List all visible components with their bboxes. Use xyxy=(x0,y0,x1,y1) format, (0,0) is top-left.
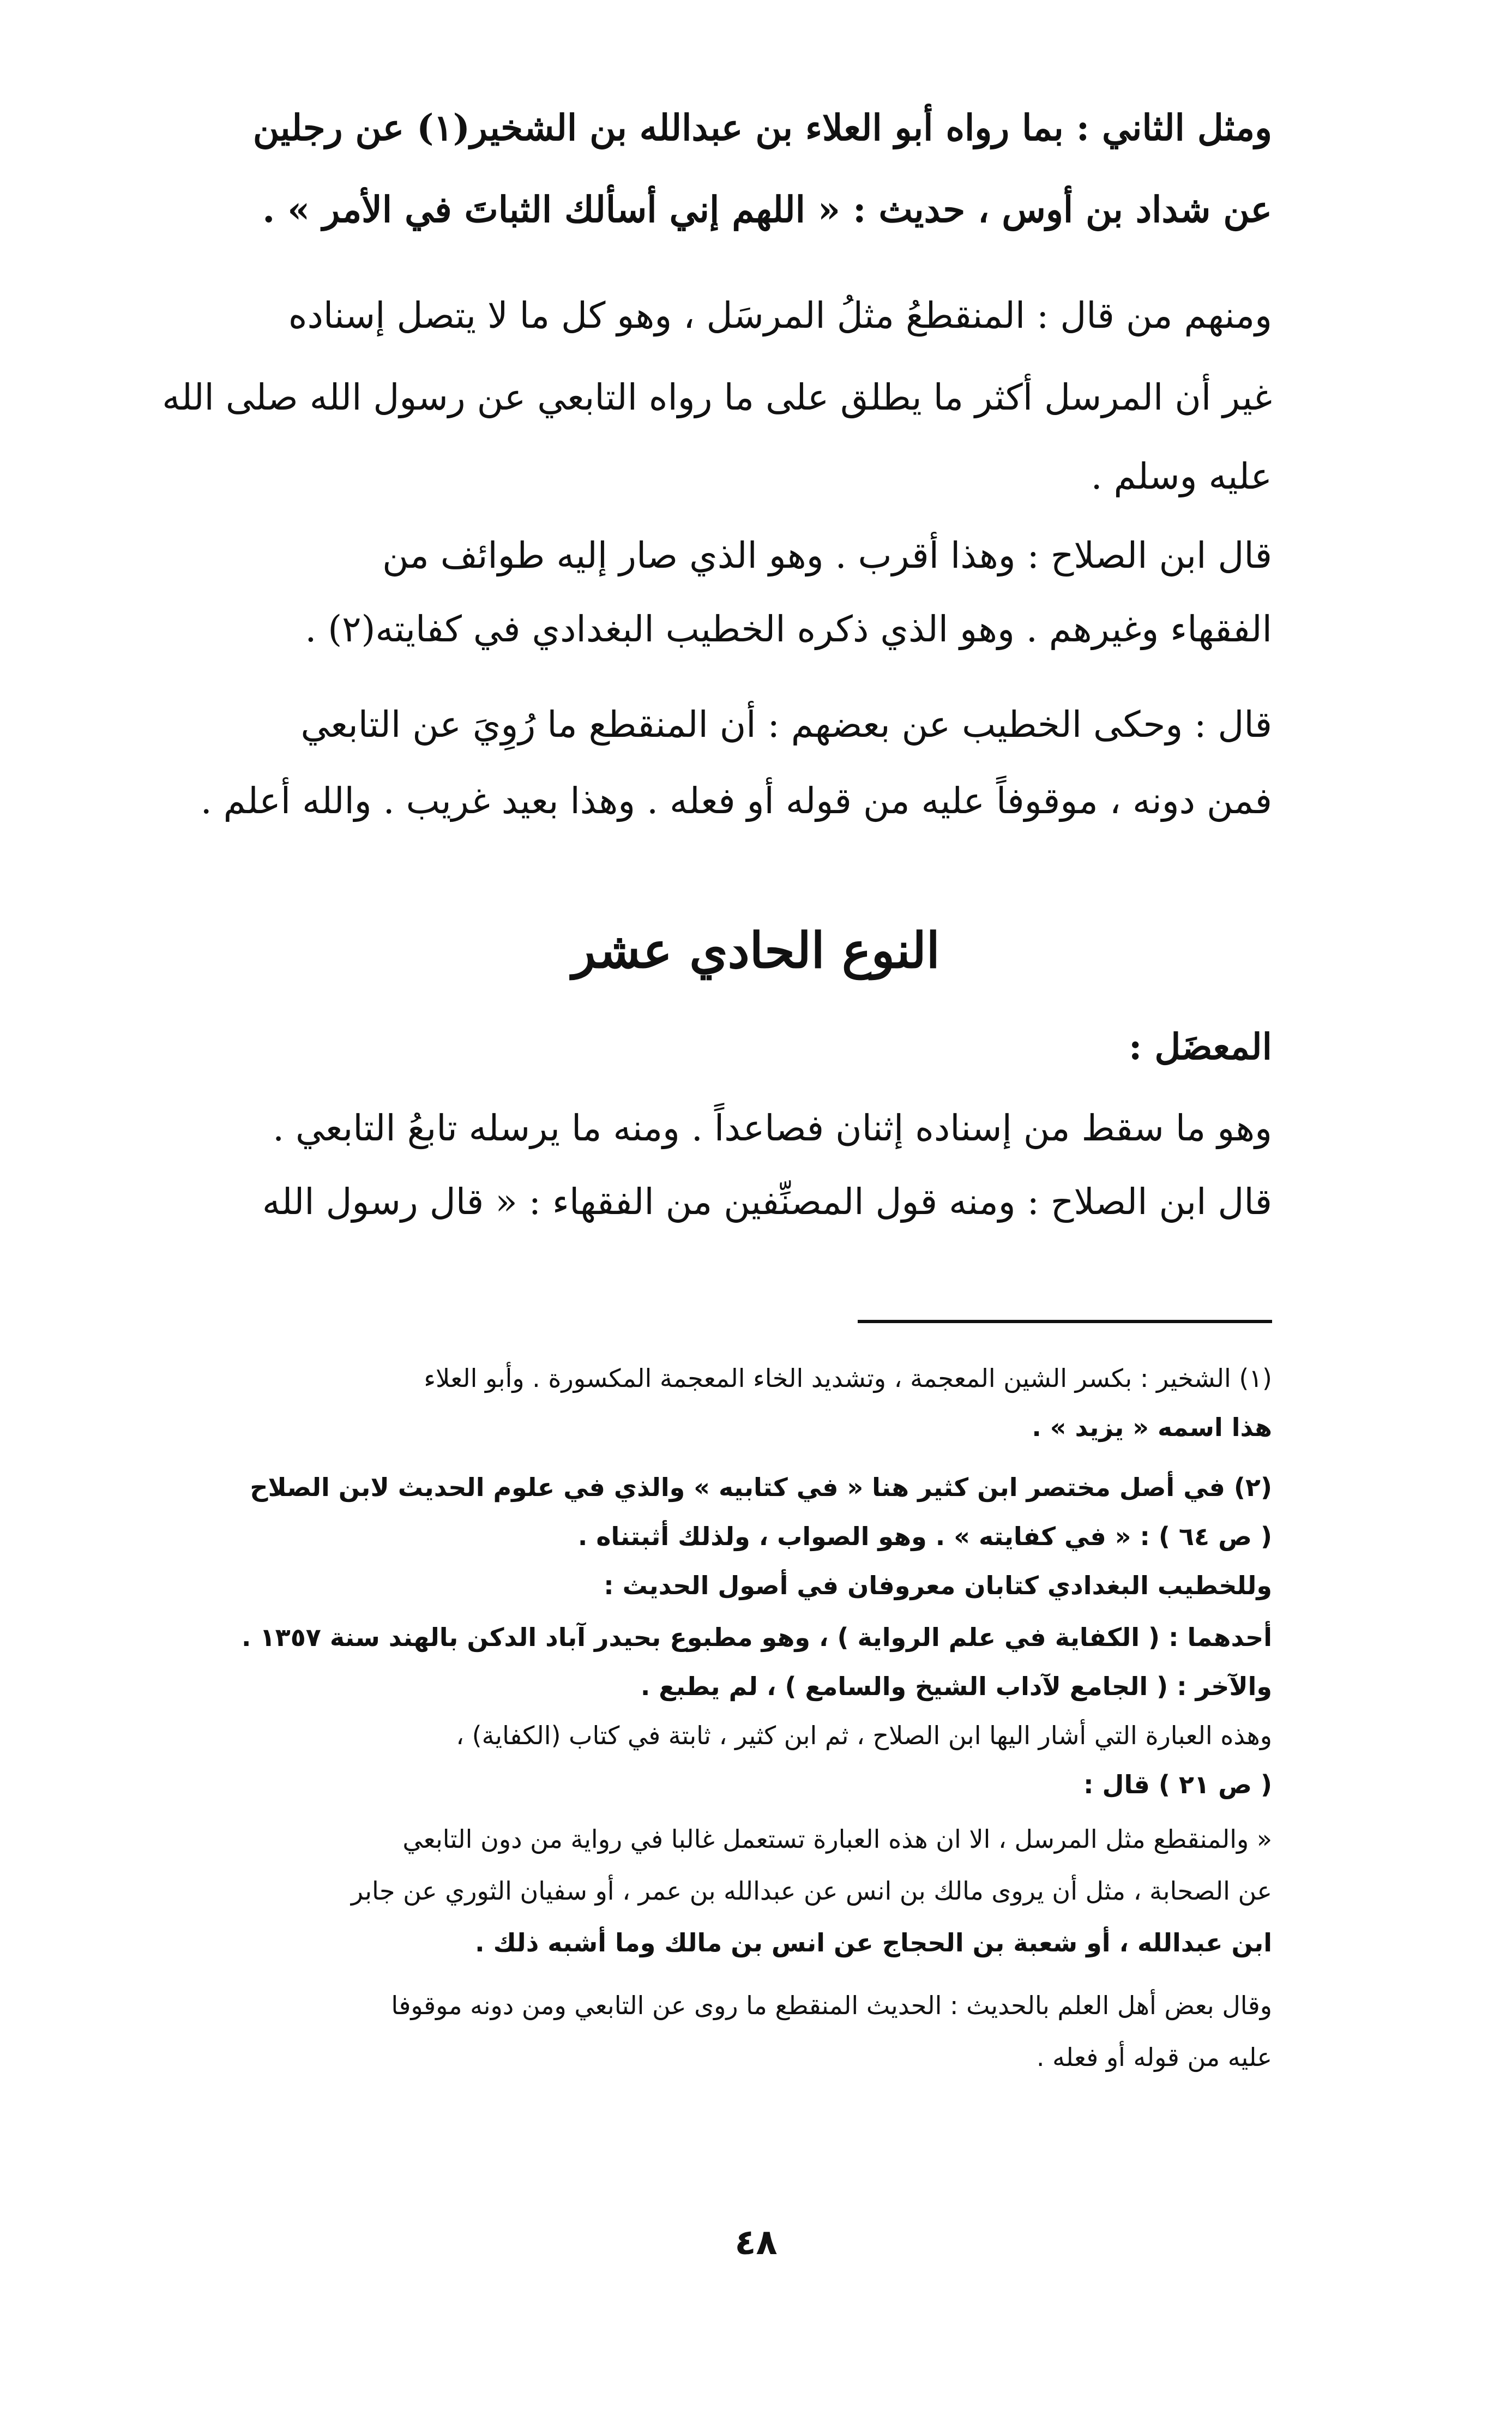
footnote-line: هذا اسمه « يزيد » . xyxy=(1032,1413,1272,1442)
footnote-line: ( ص ٢١ ) قال : xyxy=(1083,1770,1272,1799)
footnote-line: « والمنقطع مثل المرسل ، الا ان هذه العبارة تستعمل غالبا في رواية من دون التابعي xyxy=(402,1824,1272,1854)
page-number: ٤٨ xyxy=(734,2222,778,2263)
footnote-line: ( ص ٦٤ ) : « في كفايته » . وهو الصواب ، ولذلك أثبتناه . xyxy=(577,1522,1272,1551)
main-text-line: قال ابن الصلاح : ومنه قول المصنِّفين من الفقهاء : « قال رسول الله xyxy=(262,1181,1272,1223)
footnote-line: عليه من قوله أو فعله . xyxy=(1036,2042,1272,2072)
main-text-line: غير أن المرسل أكثر ما يطلق على ما رواه التابعي عن رسول الله صلى الله xyxy=(162,376,1272,418)
main-text-line: ومثل الثاني : بما رواه أبو العلاء بن عبدالله بن الشخير(١) عن رجلين xyxy=(252,106,1272,149)
footnote-line: ابن عبدالله ، أو شعبة بن الحجاج عن انس بن مالك وما أشبه ذلك . xyxy=(475,1928,1272,1957)
main-text-line: ومنهم من قال : المنقطعُ مثلُ المرسَل ، وهو كل ما لا يتصل إسناده xyxy=(288,295,1272,337)
footnote-line: والآخر : ( الجامع لآداب الشيخ والسامع ) ، لم يطبع . xyxy=(640,1672,1272,1701)
footnote-line: (١) الشخير : بكسر الشين المعجمة ، وتشديد الخاء المعجمة المكسورة . وأبو العلاء xyxy=(424,1363,1272,1393)
footnote-line: عن الصحابة ، مثل أن يروى مالك بن انس عن عبدالله بن عمر ، أو سفيان الثوري عن جابر xyxy=(351,1876,1272,1906)
main-text-line: عليه وسلم . xyxy=(1091,455,1272,497)
main-text-line: فمن دونه ، موقوفاً عليه من قوله أو فعله . وهذا بعيد غريب . والله أعلم . xyxy=(200,780,1272,822)
main-text-line: عن شداد بن أوس ، حديث : « اللهم إني أسألك الثباتَ في الأمر » . xyxy=(262,188,1272,231)
main-text-line: وهو ما سقط من إسناده إثنان فصاعداً . ومنه ما يرسله تابعُ التابعي . xyxy=(273,1107,1272,1149)
footnote-line: وقال بعض أهل العلم بالحديث : الحديث المنقطع ما روى عن التابعي ومن دونه موقوفا xyxy=(391,1991,1272,2020)
footnote-line: (٢) في أصل مختصر ابن كثير هنا « في كتابيه » والذي في علوم الحديث لابن الصلاح xyxy=(250,1473,1272,1502)
footnote-line: وللخطيب البغدادي كتابان معروفان في أصول الحديث : xyxy=(604,1571,1272,1600)
subheading: المعضَل : xyxy=(1128,1025,1272,1068)
main-text-line: قال ابن الصلاح : وهذا أقرب . وهو الذي صار إليه طوائف من xyxy=(382,534,1272,576)
section-title: النوع الحادي عشر xyxy=(572,922,940,980)
footnote-line: أحدهما : ( الكفاية في علم الرواية ) ، وهو مطبوع بحيدر آباد الدكن بالهند سنة ١٣٥٧ . xyxy=(242,1623,1272,1652)
main-text-line: الفقهاء وغيرهم . وهو الذي ذكره الخطيب البغدادي في كفايته(٢) . xyxy=(305,608,1272,650)
main-text-line: قال : وحكى الخطيب عن بعضهم : أن المنقطع ما رُوِيَ عن التابعي xyxy=(300,704,1272,746)
footnote-line: وهذه العبارة التي أشار اليها ابن الصلاح ، ثم ابن كثير ، ثابتة في كتاب (الكفاية) ، xyxy=(456,1721,1272,1750)
footnote-divider xyxy=(858,1320,1272,1323)
